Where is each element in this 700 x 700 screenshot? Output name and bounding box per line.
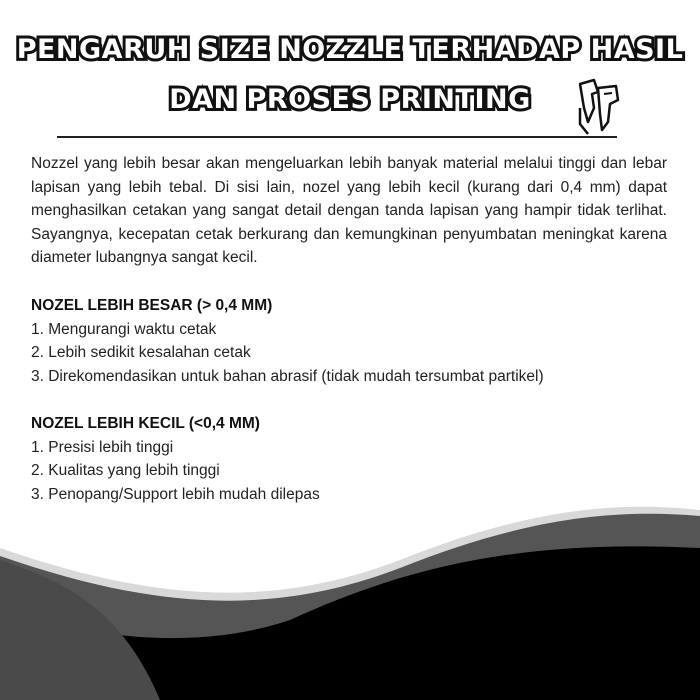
page-title-line-2: DAN PROSES PRINTING — [169, 84, 531, 115]
section-heading: NOZEL LEBIH BESAR (> 0,4 MM) — [31, 297, 273, 314]
list-item: 1. Mengurangi waktu cetak — [31, 320, 217, 338]
intro-paragraph: Nozzel yang lebih besar akan mengeluarkan lebih banyak material melalui tinggi dan lebar lapisan yang lebih tebal. Di sisi lain, nozel yang lebih kecil (kurang dari 0,4 mm) dapat menghasilkan cetakan yang sangat detail dengan tanda lapisan yang hampir tidak terlihat. Sayangnya, kecepatan cetak berkurang dan kemungkinan penyumbatan meningkat karena diameter lubangnya sangat kecil. — [31, 155, 667, 266]
list-item: 3. Penopang/Support lebih mudah dilepas — [31, 485, 320, 503]
list-item: 2. Kualitas yang lebih tinggi — [31, 462, 220, 479]
list-item: 1. Presisi lebih tinggi — [31, 438, 174, 456]
page-title-line-1: PENGARUH SIZE NOZZLE TERHADAP HASIL — [16, 34, 684, 65]
list-item: 3. Direkomendasikan untuk bahan abrasif (tidak mudah tersumbat partikel) — [31, 367, 544, 385]
section-heading: NOZEL LEBIH KECIL (<0,4 MM) — [31, 415, 260, 432]
list-item: 2. Lebih sedikit kesalahan cetak — [31, 344, 251, 361]
